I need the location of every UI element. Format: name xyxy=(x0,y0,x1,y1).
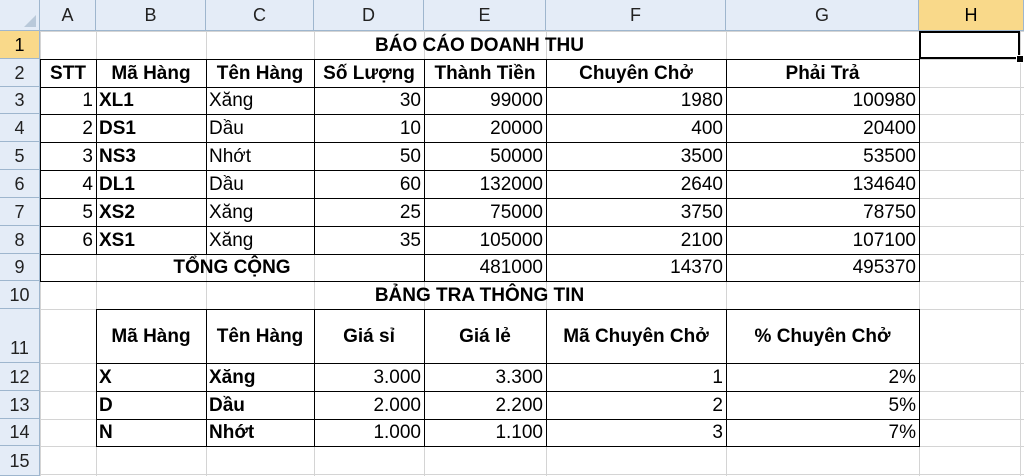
row-header-10[interactable]: 10 xyxy=(0,281,40,309)
report-cell[interactable]: 78750 xyxy=(863,201,916,223)
report-cell[interactable]: 20000 xyxy=(490,117,543,139)
column-header-h[interactable]: H xyxy=(919,0,1024,31)
report-cell[interactable]: DL1 xyxy=(99,173,135,195)
report-cell[interactable]: 20400 xyxy=(863,117,916,139)
lookup-header[interactable]: Giá lẻ xyxy=(459,325,511,347)
border xyxy=(546,59,547,254)
report-cell[interactable]: 1 xyxy=(82,90,93,111)
report-cell[interactable]: 107100 xyxy=(852,229,916,251)
report-cell[interactable]: DS1 xyxy=(99,117,136,139)
active-cell-h1[interactable] xyxy=(919,31,1020,59)
lookup-header[interactable]: Giá sỉ xyxy=(343,325,395,347)
border xyxy=(40,59,41,281)
border xyxy=(726,254,727,281)
border xyxy=(40,114,920,115)
lookup-header[interactable]: Mã Hàng xyxy=(111,325,191,347)
lookup-cell[interactable]: N xyxy=(99,422,113,443)
lookup-header[interactable]: Mã Chuyên Chở xyxy=(563,325,709,347)
lookup-cell[interactable]: 2.200 xyxy=(495,394,543,416)
lookup-cell[interactable]: D xyxy=(99,394,113,416)
border xyxy=(206,309,207,446)
lookup-cell[interactable]: 5% xyxy=(888,394,916,416)
border xyxy=(96,59,97,254)
border xyxy=(424,59,425,254)
report-cell[interactable]: 2 xyxy=(82,117,93,139)
report-cell[interactable]: Xăng xyxy=(209,201,254,223)
report-cell[interactable]: Xăng xyxy=(209,229,254,251)
lookup-cell[interactable]: Nhớt xyxy=(209,422,255,443)
report-cell[interactable]: 3750 xyxy=(680,201,723,223)
report-cell[interactable]: XS1 xyxy=(99,229,135,251)
report-cell[interactable]: 60 xyxy=(399,173,421,195)
column-header-g[interactable]: G xyxy=(726,0,919,31)
report-cell[interactable]: 4 xyxy=(82,173,93,195)
report-cell[interactable]: Nhớt xyxy=(209,145,252,167)
border xyxy=(96,446,920,447)
border xyxy=(96,363,920,364)
gridline xyxy=(40,474,1024,475)
border xyxy=(40,142,920,143)
select-all-icon xyxy=(24,15,36,27)
column-header-f[interactable]: F xyxy=(546,0,726,31)
column-header-e[interactable]: E xyxy=(424,0,546,31)
report-cell[interactable]: 50 xyxy=(399,145,421,167)
report-cell[interactable]: 30 xyxy=(399,90,421,111)
row-header-5[interactable]: 5 xyxy=(0,142,40,170)
select-all-corner[interactable] xyxy=(0,0,40,31)
report-cell[interactable]: 10 xyxy=(399,117,421,139)
lookup-cell[interactable]: 3.000 xyxy=(373,366,421,388)
report-cell[interactable]: 2100 xyxy=(680,229,723,251)
border xyxy=(40,226,920,227)
border xyxy=(40,198,920,199)
border xyxy=(40,87,920,88)
report-cell[interactable]: 1980 xyxy=(680,90,723,111)
border xyxy=(96,419,920,420)
border xyxy=(96,309,97,446)
report-cell[interactable]: Xăng xyxy=(209,90,254,111)
report-cell[interactable]: 3 xyxy=(82,145,93,167)
lookup-header[interactable]: % Chuyên Chở xyxy=(754,325,891,347)
report-header[interactable]: Số Lượng xyxy=(323,62,415,84)
border xyxy=(96,391,920,392)
lookup-cell[interactable]: 3.300 xyxy=(495,366,543,388)
row-header-12[interactable]: 12 xyxy=(0,363,40,391)
report-cell[interactable]: 105000 xyxy=(479,229,543,251)
report-header[interactable]: Tên Hàng xyxy=(216,62,304,84)
report-cell[interactable]: 134640 xyxy=(852,173,916,195)
lookup-cell[interactable]: 7% xyxy=(888,422,916,443)
report-cell[interactable]: Dầu xyxy=(209,173,244,195)
total-value[interactable]: 481000 xyxy=(479,257,543,278)
row-header-4[interactable]: 4 xyxy=(0,114,40,142)
row-header-2[interactable]: 2 xyxy=(0,59,40,87)
report-cell[interactable]: 100980 xyxy=(852,90,916,111)
report-title[interactable]: BÁO CÁO DOANH THU xyxy=(375,34,584,56)
border xyxy=(546,254,547,281)
lookup-cell[interactable]: 2.000 xyxy=(373,394,421,416)
report-cell[interactable]: 35 xyxy=(399,229,421,251)
border xyxy=(314,59,315,254)
row-header-9[interactable]: 9 xyxy=(0,254,40,281)
row-header-8[interactable]: 8 xyxy=(0,226,40,254)
report-cell[interactable]: XL1 xyxy=(99,90,134,111)
report-cell[interactable]: 75000 xyxy=(490,201,543,223)
row-header-14[interactable]: 14 xyxy=(0,419,40,446)
lookup-cell[interactable]: 1 xyxy=(712,366,723,388)
report-cell[interactable]: 132000 xyxy=(479,173,543,195)
report-header[interactable]: Phải Trả xyxy=(785,62,860,84)
report-cell[interactable]: 25 xyxy=(399,201,421,223)
row-header-7[interactable]: 7 xyxy=(0,198,40,226)
report-cell[interactable]: XS2 xyxy=(99,201,135,223)
fill-handle-icon[interactable] xyxy=(1016,55,1024,63)
report-cell[interactable]: 5 xyxy=(82,201,93,223)
border xyxy=(206,59,207,254)
border xyxy=(40,59,920,60)
report-cell[interactable]: NS3 xyxy=(99,145,136,167)
lookup-cell[interactable]: Xăng xyxy=(209,366,256,388)
lookup-cell[interactable]: 2% xyxy=(888,366,916,388)
column-header-c[interactable]: C xyxy=(206,0,314,31)
lookup-cell[interactable]: Dầu xyxy=(209,394,245,416)
border xyxy=(40,254,920,255)
border xyxy=(424,254,425,281)
lookup-cell[interactable]: 3 xyxy=(712,422,723,443)
report-cell[interactable]: Dầu xyxy=(209,117,244,139)
column-header-d[interactable]: D xyxy=(314,0,424,31)
border xyxy=(40,170,920,171)
report-header[interactable]: Mã Hàng xyxy=(111,62,191,84)
border xyxy=(424,309,425,446)
row-header-11[interactable]: 11 xyxy=(0,309,40,363)
report-cell[interactable]: 99000 xyxy=(490,90,543,111)
row-header-1[interactable]: 1 xyxy=(0,31,40,59)
report-cell[interactable]: 53500 xyxy=(863,145,916,167)
row-header-6[interactable]: 6 xyxy=(0,170,40,198)
border xyxy=(546,309,547,446)
report-cell[interactable]: 50000 xyxy=(490,145,543,167)
lookup-cell[interactable]: 2 xyxy=(712,394,723,416)
border xyxy=(919,59,920,281)
lookup-title[interactable]: BẢNG TRA THÔNG TIN xyxy=(374,284,585,306)
border xyxy=(726,309,727,446)
report-cell[interactable]: 2640 xyxy=(680,173,723,195)
border xyxy=(726,59,727,254)
report-cell[interactable]: 6 xyxy=(82,229,93,251)
row-header-3[interactable]: 3 xyxy=(0,87,40,114)
border xyxy=(314,309,315,446)
border xyxy=(919,309,920,446)
lookup-cell[interactable]: 1.100 xyxy=(495,422,543,443)
border xyxy=(40,281,920,282)
total-value[interactable]: 14370 xyxy=(670,257,723,278)
row-header-15[interactable]: 15 xyxy=(0,446,40,476)
report-header[interactable]: Thành Tiền xyxy=(434,62,536,84)
lookup-header[interactable]: Tên Hàng xyxy=(216,325,304,347)
column-header-a[interactable]: A xyxy=(40,0,96,31)
report-header[interactable]: Chuyên Chở xyxy=(579,62,693,84)
lookup-cell[interactable]: 1.000 xyxy=(373,422,421,443)
column-header-b[interactable]: B xyxy=(96,0,206,31)
row-header-13[interactable]: 13 xyxy=(0,391,40,419)
lookup-cell[interactable]: X xyxy=(99,366,112,388)
report-header[interactable]: STT xyxy=(50,62,86,84)
border xyxy=(96,309,920,310)
report-cell[interactable]: 3500 xyxy=(680,145,723,167)
total-value[interactable]: 495370 xyxy=(852,257,916,278)
report-cell[interactable]: 400 xyxy=(691,117,723,139)
total-label[interactable]: TỔNG CỘNG xyxy=(173,257,291,278)
